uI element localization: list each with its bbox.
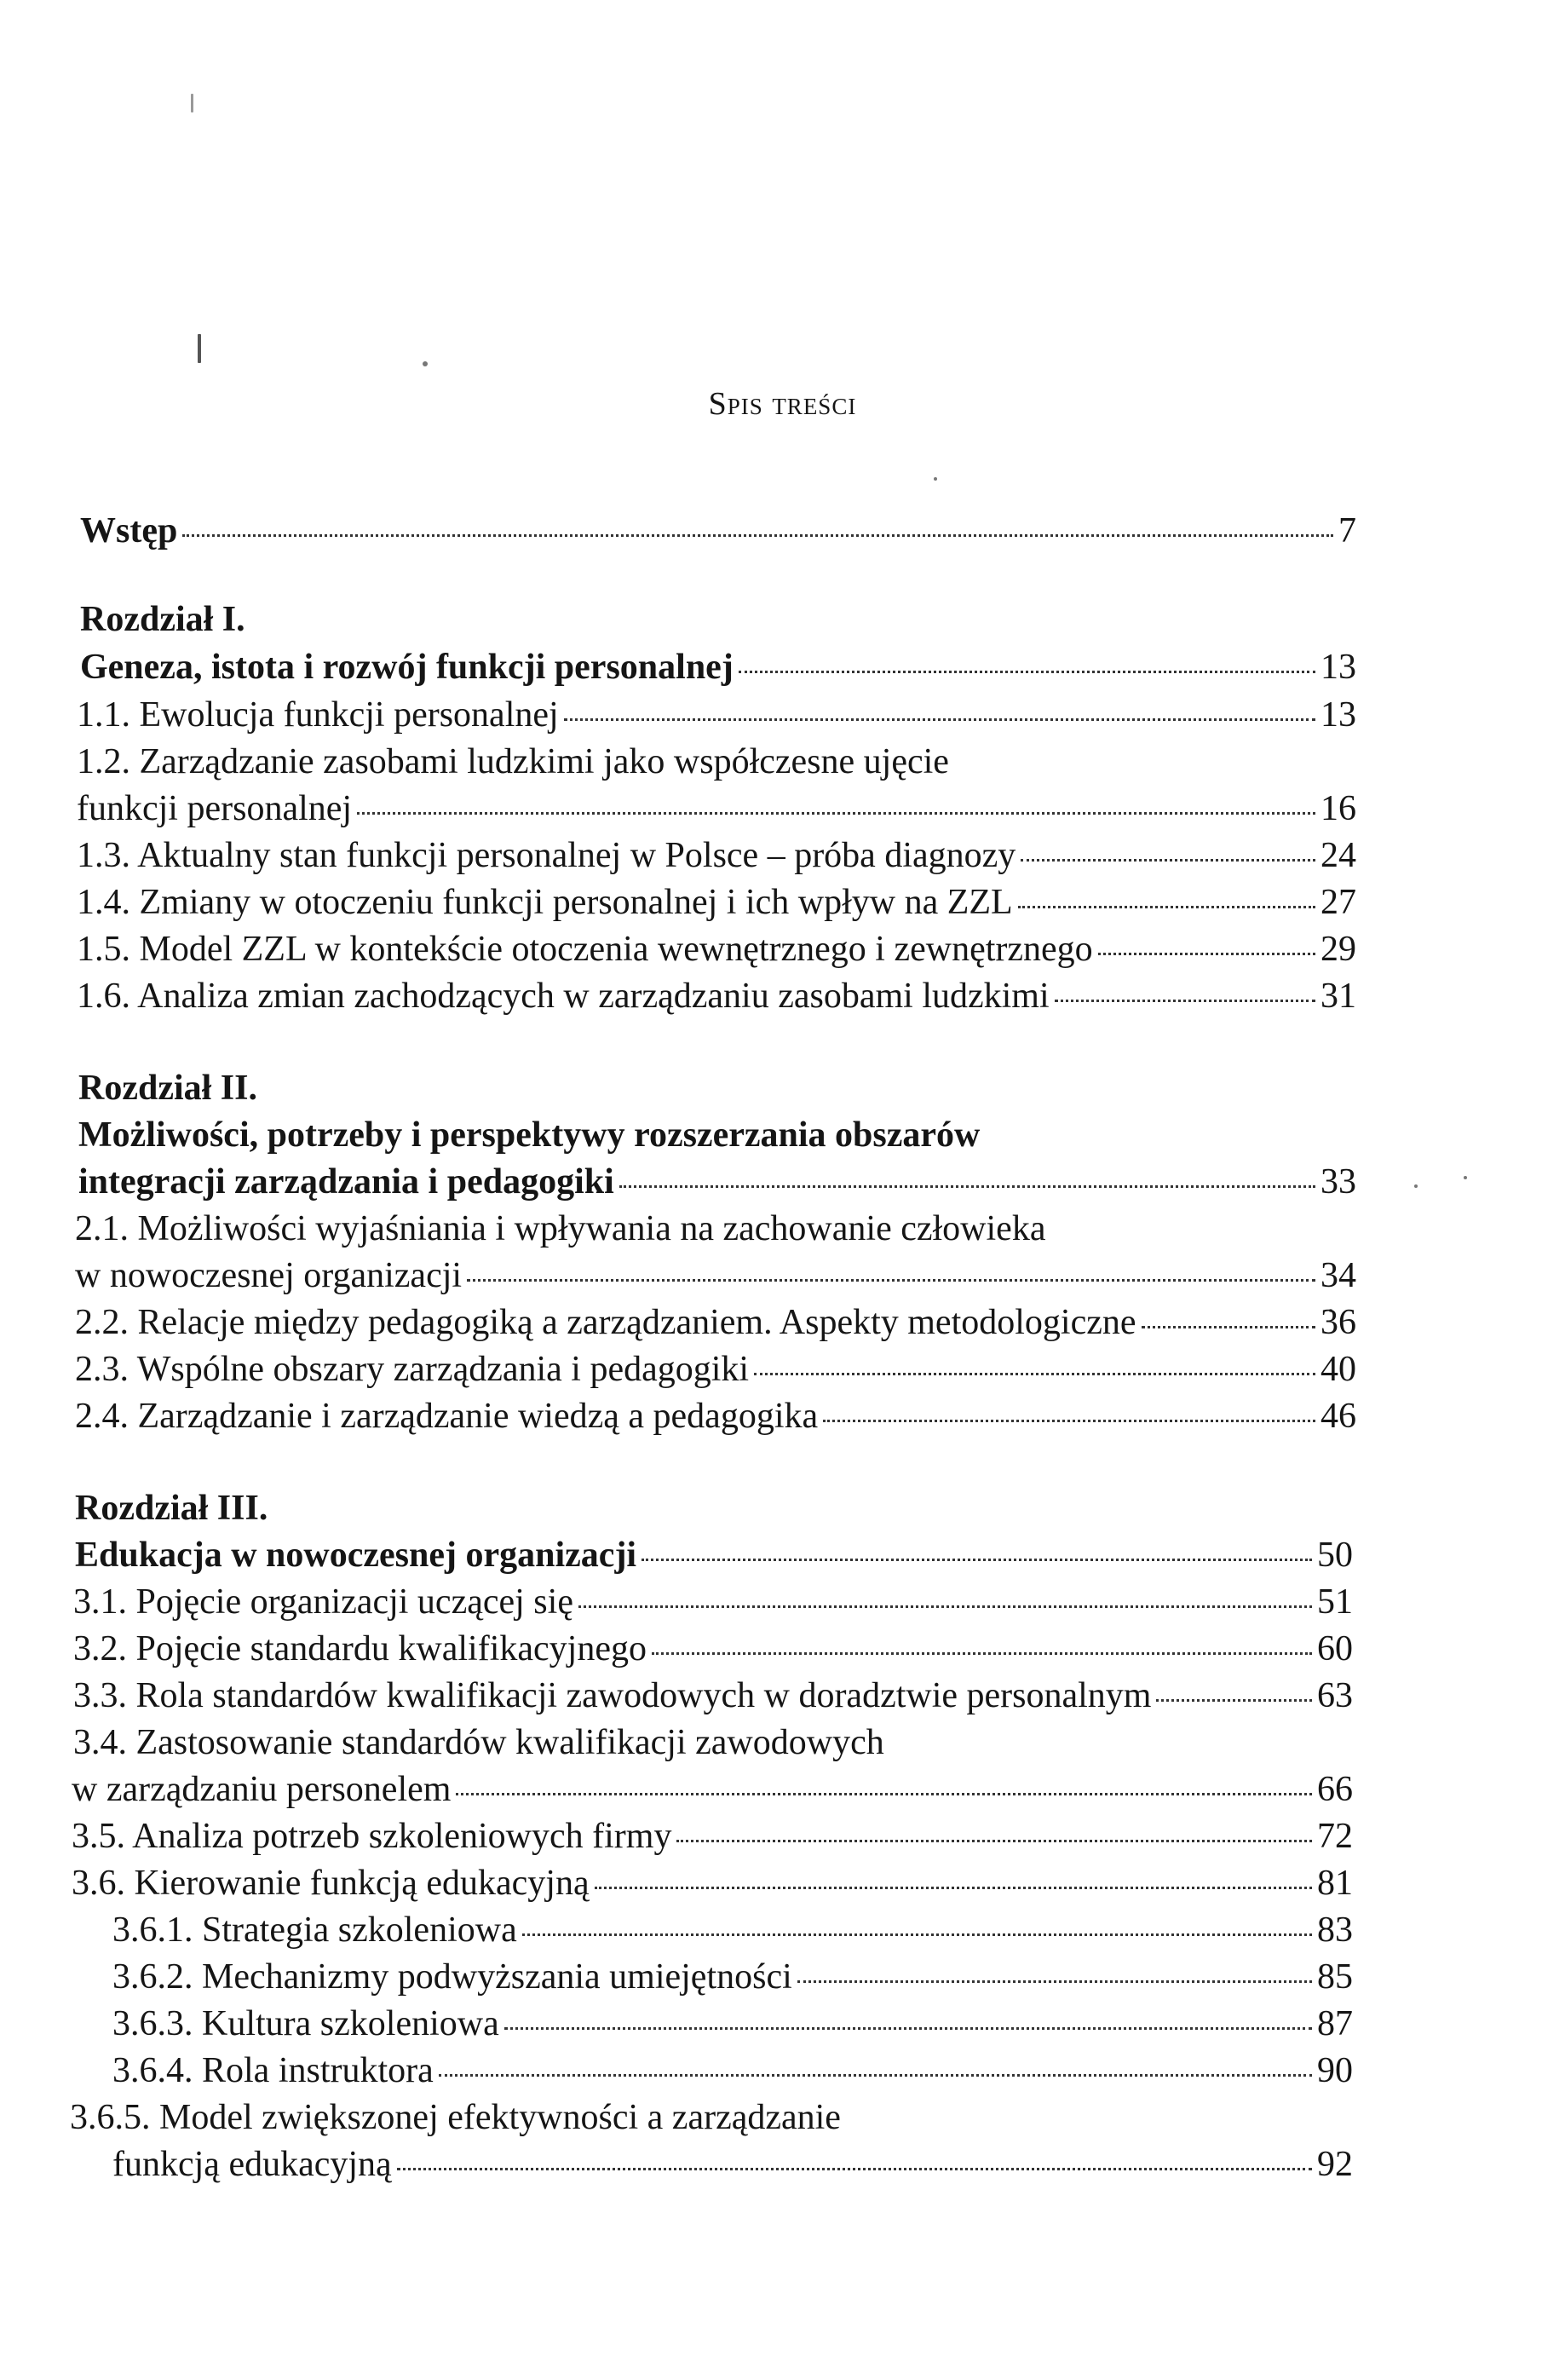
toc-entry-intro xyxy=(80,513,1356,549)
toc-page-number: 13 xyxy=(1320,695,1356,735)
dot-leader xyxy=(642,1559,1312,1561)
toc-entry-label: 2.4. Zarządzanie i zarządzanie wiedzą a pedagogika xyxy=(75,1397,819,1436)
toc-entry-3-4-line1: 3.4. Zastosowanie standardów kwalifikacji zawodowych xyxy=(73,1723,884,1762)
toc-entry-label: w zarządzaniu personelem xyxy=(72,1770,452,1809)
dot-leader xyxy=(1021,859,1315,862)
toc-page-number: 33 xyxy=(1320,1162,1356,1202)
toc-page-number: 40 xyxy=(1320,1350,1356,1389)
dot-leader xyxy=(823,1420,1315,1422)
toc-entry-label: 3.6.3. Kultura szkoleniowa xyxy=(112,2004,499,2043)
toc-page-number: 36 xyxy=(1320,1303,1356,1342)
toc-entry-label: 3.1. Pojęcie organizacji uczącej się xyxy=(73,1582,573,1622)
toc-entry-label: 1.6. Analiza zmian zachodzących w zarządzaniu zasobami ludzkimi xyxy=(77,977,1050,1016)
chapter-1-title xyxy=(80,649,1356,685)
dot-leader xyxy=(1156,1699,1312,1702)
toc-entry-label: 1.3. Aktualny stan funkcji personalnej w Polsce – próba diagnozy xyxy=(77,836,1016,875)
toc-entry-3-3 xyxy=(73,1678,1353,1714)
dot-leader xyxy=(439,2074,1312,2077)
dot-leader xyxy=(578,1605,1312,1608)
toc-entry-2-1-line1: 2.1. Możliwości wyjaśniania i wpływania na zachowanie człowieka xyxy=(75,1209,1046,1248)
dot-leader xyxy=(397,2168,1312,2170)
chapter-2-title-line1: Możliwości, potrzeby i perspektywy rozszerzania obszarów xyxy=(78,1115,981,1155)
toc-entry-3-6-2 xyxy=(112,1959,1353,1995)
toc-entry-label: 3.6.1. Strategia szkoleniowa xyxy=(112,1910,517,1950)
toc-entry-label: funkcji personalnej xyxy=(77,789,353,828)
toc-page-number: 90 xyxy=(1317,2051,1353,2090)
toc-entry-label: 3.5. Analiza potrzeb szkoleniowych firmy xyxy=(72,1817,672,1856)
toc-entry-label: 1.4. Zmiany w otoczeniu funkcji personalnej i ich wpływ na ZZL xyxy=(77,883,1013,922)
toc-entry-3-5 xyxy=(72,1818,1353,1854)
toc-page-number: 34 xyxy=(1320,1256,1356,1295)
chapter-2-heading: Rozdział II. xyxy=(78,1069,257,1108)
toc-page-number: 87 xyxy=(1317,2004,1353,2043)
chapter-1-heading: Rozdział I. xyxy=(80,600,245,639)
toc-page-number: 16 xyxy=(1320,789,1356,828)
chapter-2-title xyxy=(78,1164,1356,1200)
toc-entry-2-3 xyxy=(75,1351,1356,1387)
toc-page-number: 60 xyxy=(1317,1629,1353,1668)
toc-entry-label: Geneza, istota i rozwój funkcji personalnej xyxy=(80,648,734,687)
toc-entry-label: 3.6.2. Mechanizmy podwyższania umiejętności xyxy=(112,1957,792,1997)
toc-entry-label: funkcją edukacyjną xyxy=(112,2145,392,2184)
toc-entry-3-6-5 xyxy=(112,2147,1353,2182)
toc-page-number: 85 xyxy=(1317,1957,1353,1997)
dot-leader xyxy=(1055,1000,1315,1002)
toc-page-number: 46 xyxy=(1320,1397,1356,1436)
toc-entry-1-1 xyxy=(77,697,1356,733)
dot-leader xyxy=(182,534,1333,537)
page-title: Spis treści xyxy=(708,386,857,422)
toc-entry-3-1 xyxy=(73,1584,1353,1620)
dot-leader xyxy=(595,1887,1312,1889)
dot-leader xyxy=(754,1373,1315,1375)
chapter-3-title xyxy=(75,1537,1353,1573)
toc-page-number: 7 xyxy=(1338,511,1356,550)
toc-entry-label: 2.3. Wspólne obszary zarządzania i pedagogiki xyxy=(75,1350,750,1389)
dot-leader xyxy=(676,1840,1312,1842)
toc-page-number: 13 xyxy=(1320,648,1356,687)
toc-entry-1-6 xyxy=(77,978,1356,1014)
toc-entry-1-2-line1: 1.2. Zarządzanie zasobami ludzkimi jako współczesne ujęcie xyxy=(77,742,949,781)
toc-page-number: 72 xyxy=(1317,1817,1353,1856)
toc-page-number: 27 xyxy=(1320,883,1356,922)
toc-entry-label: Wstęp xyxy=(80,511,178,550)
dot-leader xyxy=(1098,953,1315,955)
toc-entry-3-6-1 xyxy=(112,1912,1353,1948)
dot-leader xyxy=(739,671,1315,673)
toc-entry-1-2 xyxy=(77,791,1356,827)
toc-entry-3-6-5-line1: 3.6.5. Model zwiększonej efektywności a zarządzanie xyxy=(70,2098,841,2137)
dot-leader xyxy=(564,718,1315,721)
dot-leader xyxy=(456,1793,1312,1795)
dot-leader xyxy=(797,1980,1312,1983)
toc-page-number: 66 xyxy=(1317,1770,1353,1809)
toc-entry-3-6-4 xyxy=(112,2053,1353,2089)
dot-leader xyxy=(522,1933,1312,1936)
toc-page-number: 92 xyxy=(1317,2145,1353,2184)
toc-entry-label: 1.5. Model ZZL w kontekście otoczenia wewnętrznego i zewnętrznego xyxy=(77,930,1093,969)
toc-entry-label: Edukacja w nowoczesnej organizacji xyxy=(75,1536,637,1575)
toc-entry-3-2 xyxy=(73,1631,1353,1667)
toc-entry-2-2 xyxy=(75,1305,1356,1340)
dot-leader xyxy=(1018,906,1315,908)
dot-leader xyxy=(504,2027,1312,2030)
toc-entry-1-4 xyxy=(77,885,1356,920)
toc-entry-1-5 xyxy=(77,931,1356,967)
toc-page-number: 51 xyxy=(1317,1582,1353,1622)
toc-page-number: 81 xyxy=(1317,1864,1353,1903)
toc-page-number: 31 xyxy=(1320,977,1356,1016)
toc-entry-label: integracji zarządzania i pedagogiki xyxy=(78,1162,614,1202)
dot-leader xyxy=(1142,1326,1315,1328)
toc-entry-3-6-3 xyxy=(112,2006,1353,2042)
toc-entry-label: 3.2. Pojęcie standardu kwalifikacyjnego xyxy=(73,1629,647,1668)
dot-leader xyxy=(467,1279,1315,1282)
toc-page-number: 83 xyxy=(1317,1910,1353,1950)
toc-page-number: 29 xyxy=(1320,930,1356,969)
toc-entry-2-4 xyxy=(75,1398,1356,1434)
toc-page-number: 50 xyxy=(1317,1536,1353,1575)
toc-entry-label: w nowoczesnej organizacji xyxy=(75,1256,463,1295)
chapter-3-heading: Rozdział III. xyxy=(75,1489,268,1528)
toc-entry-label: 3.6.4. Rola instruktora xyxy=(112,2051,434,2090)
toc-entry-label: 3.6. Kierowanie funkcją edukacyjną xyxy=(72,1864,590,1903)
toc-entry-label: 2.2. Relacje między pedagogiką a zarządzaniem. Aspekty metodologiczne xyxy=(75,1303,1136,1342)
dot-leader xyxy=(619,1185,1315,1188)
toc-entry-2-1 xyxy=(75,1258,1356,1294)
toc-entry-label: 3.3. Rola standardów kwalifikacji zawodowych w doradztwie personalnym xyxy=(73,1676,1152,1715)
toc-page-number: 63 xyxy=(1317,1676,1353,1715)
dot-leader xyxy=(652,1652,1312,1655)
toc-page-number: 24 xyxy=(1320,836,1356,875)
dot-leader xyxy=(357,812,1315,815)
toc-entry-3-4 xyxy=(72,1772,1353,1807)
toc-entry-3-6 xyxy=(72,1865,1353,1901)
toc-entry-1-3 xyxy=(77,838,1356,873)
toc-entry-label: 1.1. Ewolucja funkcji personalnej xyxy=(77,695,559,735)
